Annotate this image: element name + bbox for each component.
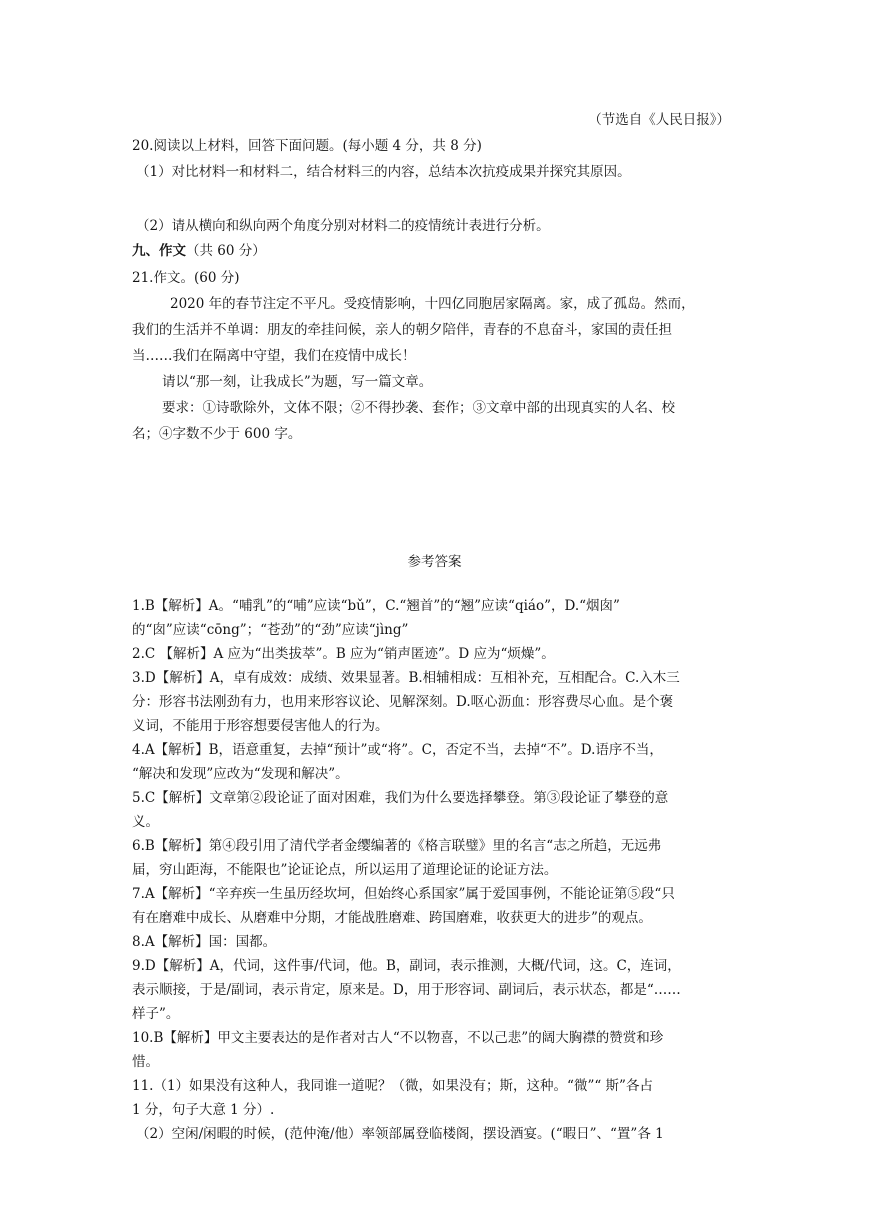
question-20-stem: 20.阅读以上材料，回答下面问题。(每小题 4 分，共 8 分) — [132, 138, 482, 154]
answer-line: 义。 — [132, 814, 159, 830]
answer-line: 10.B【解析】甲文主要表达的是作者对古人“不以物喜，不以己悲”的阔大胸襟的赞赏和珍 — [132, 1030, 664, 1046]
source-citation: （节选自《人民日报》） — [588, 112, 730, 128]
question-20-part-2: （2）请从横向和纵向两个角度分别对材料二的疫情统计表进行分析。 — [136, 218, 550, 234]
answer-line: 7.A【解析】“辛弃疾一生虽历经坎坷，但始终心系国家”属于爱国事例，不能论证第⑤段“只 — [132, 886, 675, 902]
essay-prompt-line: 2020 年的春节注定不平凡。受疫情影响，十四亿同胞居家隔离。家，成了孤岛。然而， — [170, 296, 695, 312]
answer-line: （2）空闲/闲暇的时候，(范仲淹/他）率领部属登临楼阁，摆设酒宴。(“暇日”、“置”各 1 — [136, 1126, 664, 1142]
answers-title: 参考答案 — [407, 554, 462, 570]
essay-prompt-line: 我们的生活并不单调：朋友的牵挂问候，亲人的朝夕陪伴，青春的不息奋斗，家国的责任担 — [132, 322, 672, 338]
answer-line: 2.C 【解析】A 应为“出类拔萃”。B 应为“销声匿迹”。D 应为“烦燥”。 — [132, 646, 555, 662]
section-9-title: 九、作文 — [132, 243, 186, 259]
answer-line: 9.D【解析】A，代词，这件事/代词，他。B，副词，表示推测，大概/代词，这。C，连词， — [132, 958, 681, 974]
answer-line: 有在磨难中成长、从磨难中分期，才能战胜磨难、跨国磨难，收获更大的进步”的观点。 — [132, 910, 652, 926]
question-20-part-1: （1）对比材料一和材料二，结合材料三的内容，总结本次抗疫成果并探究其原因。 — [136, 164, 631, 180]
question-21-stem: 21.作文。(60 分) — [132, 270, 240, 286]
answer-line: 11.（1）如果没有这种人，我同谁一道呢？（微，如果没有；斯，这种。“微”“ 斯”各占 — [132, 1078, 653, 1094]
section-9-heading — [132, 241, 266, 261]
answer-line: 6.B【解析】第④段引用了清代学者金缨编著的《格言联璧》里的名言“志之所趋，无远弗 — [132, 838, 662, 854]
essay-requirements-line: 名；④字数不少于 600 字。 — [132, 426, 302, 442]
answer-line: 3.D【解析】A，卓有成效：成绩、效果显著。B.相辅相成：互相补充，互相配合。C.入木三 — [132, 670, 680, 686]
section-9-score: （共 60 分） — [186, 243, 266, 259]
answer-line: 样子”。 — [132, 1006, 180, 1022]
answer-line: 惜。 — [132, 1054, 159, 1070]
answer-line: 分：形容书法刚劲有力，也用来形容议论、见解深刻。D.呕心沥血：形容费尽心血。是个褒 — [132, 694, 674, 710]
answer-line: 1.B【解析】A。“哺乳”的“哺”应读“bǔ”，C.“翘首”的“翘”应读“qiáo”，D.“烟囱” — [132, 598, 620, 614]
answer-line: 表示顺接，于是/副词，表示肯定，原来是。D，用于形容词、副词后，表示状态，都是“…… — [132, 982, 681, 998]
answer-line: 5.C【解析】文章第②段论证了面对困难，我们为什么要选择攀登。第③段论证了攀登的意 — [132, 790, 669, 806]
essay-prompt-line: 当……我们在隔离中守望，我们在疫情中成长！ — [132, 348, 416, 364]
answer-line: 4.A【解析】B，语意重复，去掉“预计”或“将”。C，否定不当，去掉“不”。D.语序不当， — [132, 742, 663, 758]
answer-line: “解决和发现”应改为“发现和解决”。 — [132, 766, 349, 782]
essay-requirements-line: 要求：①诗歌除外，文体不限；②不得抄袭、套作；③文章中部的出现真实的人名、校 — [162, 400, 675, 416]
essay-prompt-line: 请以“那一刻，让我成长”为题，写一篇文章。 — [162, 374, 433, 390]
answer-line: 届，穷山距海，不能限也”论证论点，所以运用了道理论证的论证方法。 — [132, 862, 558, 878]
answer-line: 义词，不能用于形容想要侵害他人的行为。 — [132, 718, 389, 734]
answer-line: 1 分，句子大意 1 分）. — [132, 1102, 275, 1118]
answer-line: 的“囱”应读“cōng”；“苍劲”的“劲”应读“jìng” — [132, 622, 409, 638]
answer-line: 8.A【解析】国：国都。 — [132, 934, 277, 950]
